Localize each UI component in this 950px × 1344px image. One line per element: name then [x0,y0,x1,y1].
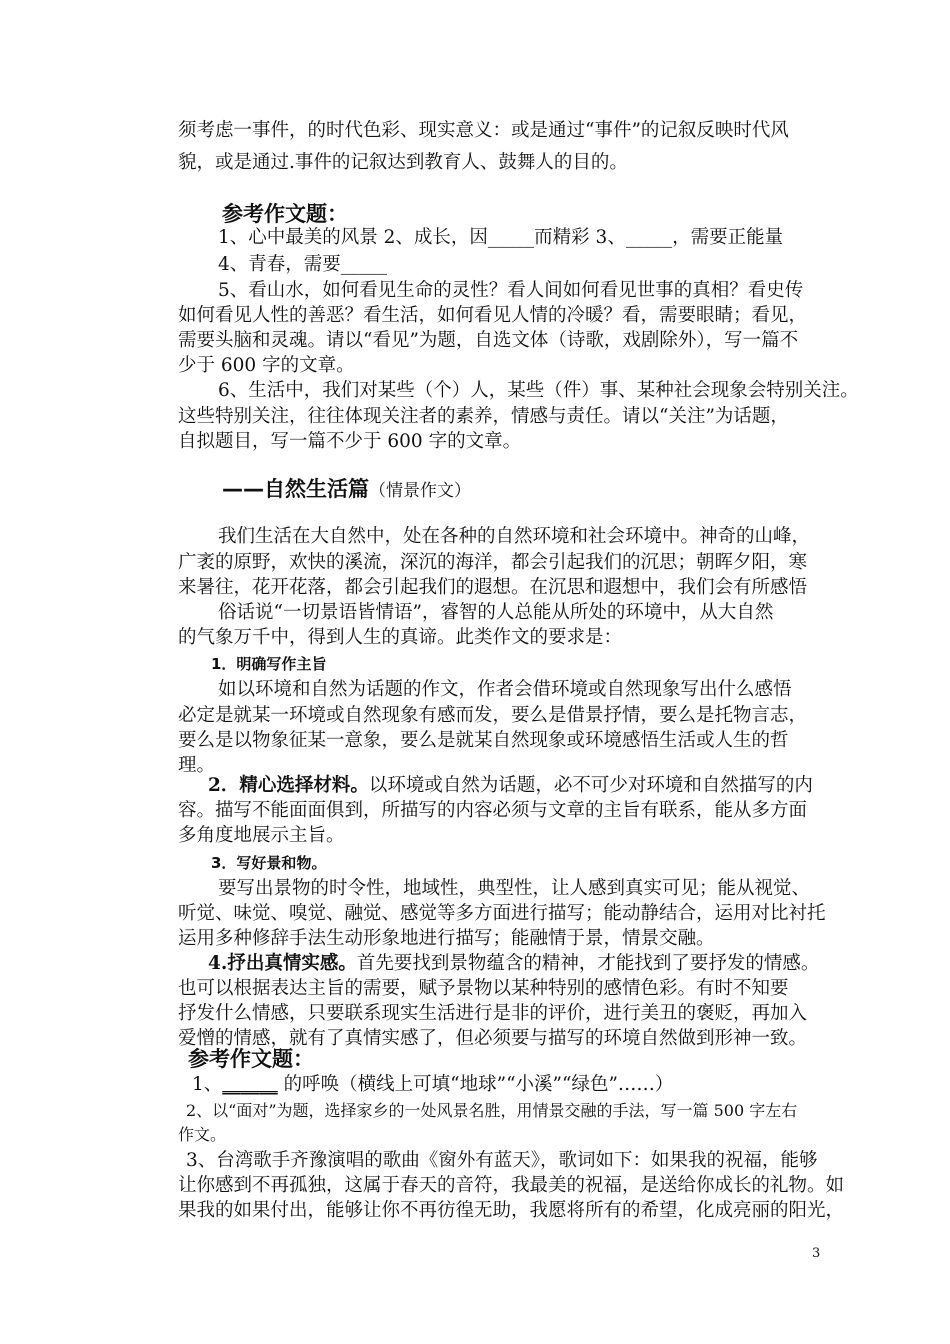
body-line: 也可以根据表达主旨的需要，赋予景物以某种特别的感情色彩。有时不知要 [178,978,789,999]
body-line: 爱憎的情感，就有了真情实感了，但必须要与描写的环境自然做到形神一致。 [178,1028,808,1049]
body-line: 要么是以物象征某一意象，要么是就某自然现象或环境感悟生活或人生的哲 [178,730,789,751]
topic-item-5-line: 需要头脑和灵魂。请以“看见”为题，自选文体（诗歌，戏剧除外），写一篇不 [178,330,799,351]
body-line: 多角度地展示主旨。 [178,825,345,846]
topic-item-5-line: 少于 600 字的文章。 [178,355,355,376]
topic-item-5-line: 如何看见人性的善恶？看生活，如何看见人情的冷暖？看，需要眼睛；看见， [178,305,808,326]
requirement-4-text: 首先要找到景物蕴含的精神，才能找到了要抒发的情感。 [356,953,820,974]
requirement-3-label [211,850,841,876]
topic-item-1: 1、心中最美的风景 2、成长，因_____而精彩 3、_____，需要正能量 [218,227,784,248]
topic-2-item-2-line: 2、以“面对”为题，选择家乡的一处风景名胜，用情景交融的手法，写一篇 500 字左右 [186,1101,798,1120]
requirement-1-label-text: 1．明确写作主旨 [211,655,327,673]
topic-item-6-line: 6、生活中，我们对某些（个）人，某些（件）事、某种社会现象会特别关注。 [218,380,859,401]
topic-2-item-3-line: 果我的如果付出，能够让你不再彷徨无助，我愿将所有的希望，化成亮丽的阳光， [178,1200,845,1221]
requirement-4-line [208,951,838,977]
section-heading [222,474,471,506]
requirement-4-label: 4.抒出真情实感。 [208,953,357,974]
body-line: 来暑往，花开花落，都会引起我们的遐想。在沉思和遐想中，我们会有所感悟 [178,577,808,598]
body-line: 要写出景物的时令性，地域性，典型性，让人感到真实可见；能从视觉、 [218,878,811,899]
body-line: 必定是就某一环境或自然现象有感而发，要么是借景抒情，要么是托物言志， [178,705,808,726]
reference-topics-heading-2: 参考作文题： [188,1047,314,1071]
intro-line-1: 须考虑一事件，的时代色彩、现实意义：或是通过“事件”的记叙反映时代风 [178,120,789,141]
body-line: 我们生活在大自然中，处在各种的自然环境和社会环境中。神奇的山峰， [218,526,811,547]
body-line: 抒发什么情感，只要联系现实生活进行是非的评价，进行美丑的褒贬，再加入 [178,1003,808,1024]
topic-2-item-3-line: 3、台湾歌手齐豫演唱的歌曲《窗外有蓝天》，歌词如下：如果我的祝福，能够 [186,1150,818,1171]
requirement-3-label-text: 3．写好景和物。 [211,854,327,872]
requirement-2-line [208,773,838,799]
topic-2-item-1-text: 的呼唤（横线上可填“地球”“小溪”“绿色”……） [277,1074,674,1095]
topic-item-5-line: 5、看山水，如何看见生命的灵性？看人间如何看见世事的真相？看史传 [218,280,804,301]
body-line: 俗话说“一切景语皆情语”，睿智的人总能从所处的环境中，从大自然 [218,602,774,623]
fill-in-blank: ______ [222,1074,278,1095]
body-line: 如以环境和自然为话题的作文，作者会借环境或自然现象写出什么感悟 [218,679,792,700]
body-line: 容。描写不能面面俱到，所描写的内容必须与文章的主旨有联系，能从多方面 [178,800,808,821]
topic-item-4: 4、青春，需要_____ [218,254,388,275]
page-number: 3 [812,1246,821,1261]
topic-item-6-line: 这些特别关注，往往体现关注者的素养，情感与责任。请以“关注”为话题， [178,406,789,427]
requirement-2-label: 2．精心选择材料。 [208,775,369,796]
reference-topics-heading: 参考作文题： [222,202,348,226]
intro-line-2: 貌，或是通过.事件的记叙达到教育人、鼓舞人的目的。 [178,152,628,173]
section-title: ——自然生活篇 [222,477,369,501]
topic-2-item-1 [192,1072,822,1098]
requirement-2-text: 以环境或自然为话题，必不可少对环境和自然描写的内 [368,775,813,796]
section-subtitle: （情景作文） [369,481,471,501]
body-line: 听觉、味觉、嗅觉、融觉、感觉等多方面进行描写；能动静结合，运用对比衬托 [178,903,826,924]
body-line: 理。 [178,755,216,776]
body-line: 广袤的原野，欢快的溪流，深沉的海洋，都会引起我们的沉思；朝晖夕阳，寒 [178,552,808,573]
topic-2-item-1-number: 1、 [192,1074,223,1095]
body-line: 运用多种修辞手法生动形象地进行描写；能融情于景，情景交融。 [178,928,715,949]
topic-2-item-3-line: 让你感到不再孤独，这属于春天的音符，我最美的祝福，是送给你成长的礼物。如 [178,1175,845,1196]
topic-item-6-line: 自拟题目，写一篇不少于 600 字的文章。 [178,431,522,452]
requirement-1-label [211,651,841,677]
topic-2-item-2-line: 作文。 [178,1125,227,1144]
body-line: 的气象万千中，得到人生的真谛。此类作文的要求是： [178,627,623,648]
